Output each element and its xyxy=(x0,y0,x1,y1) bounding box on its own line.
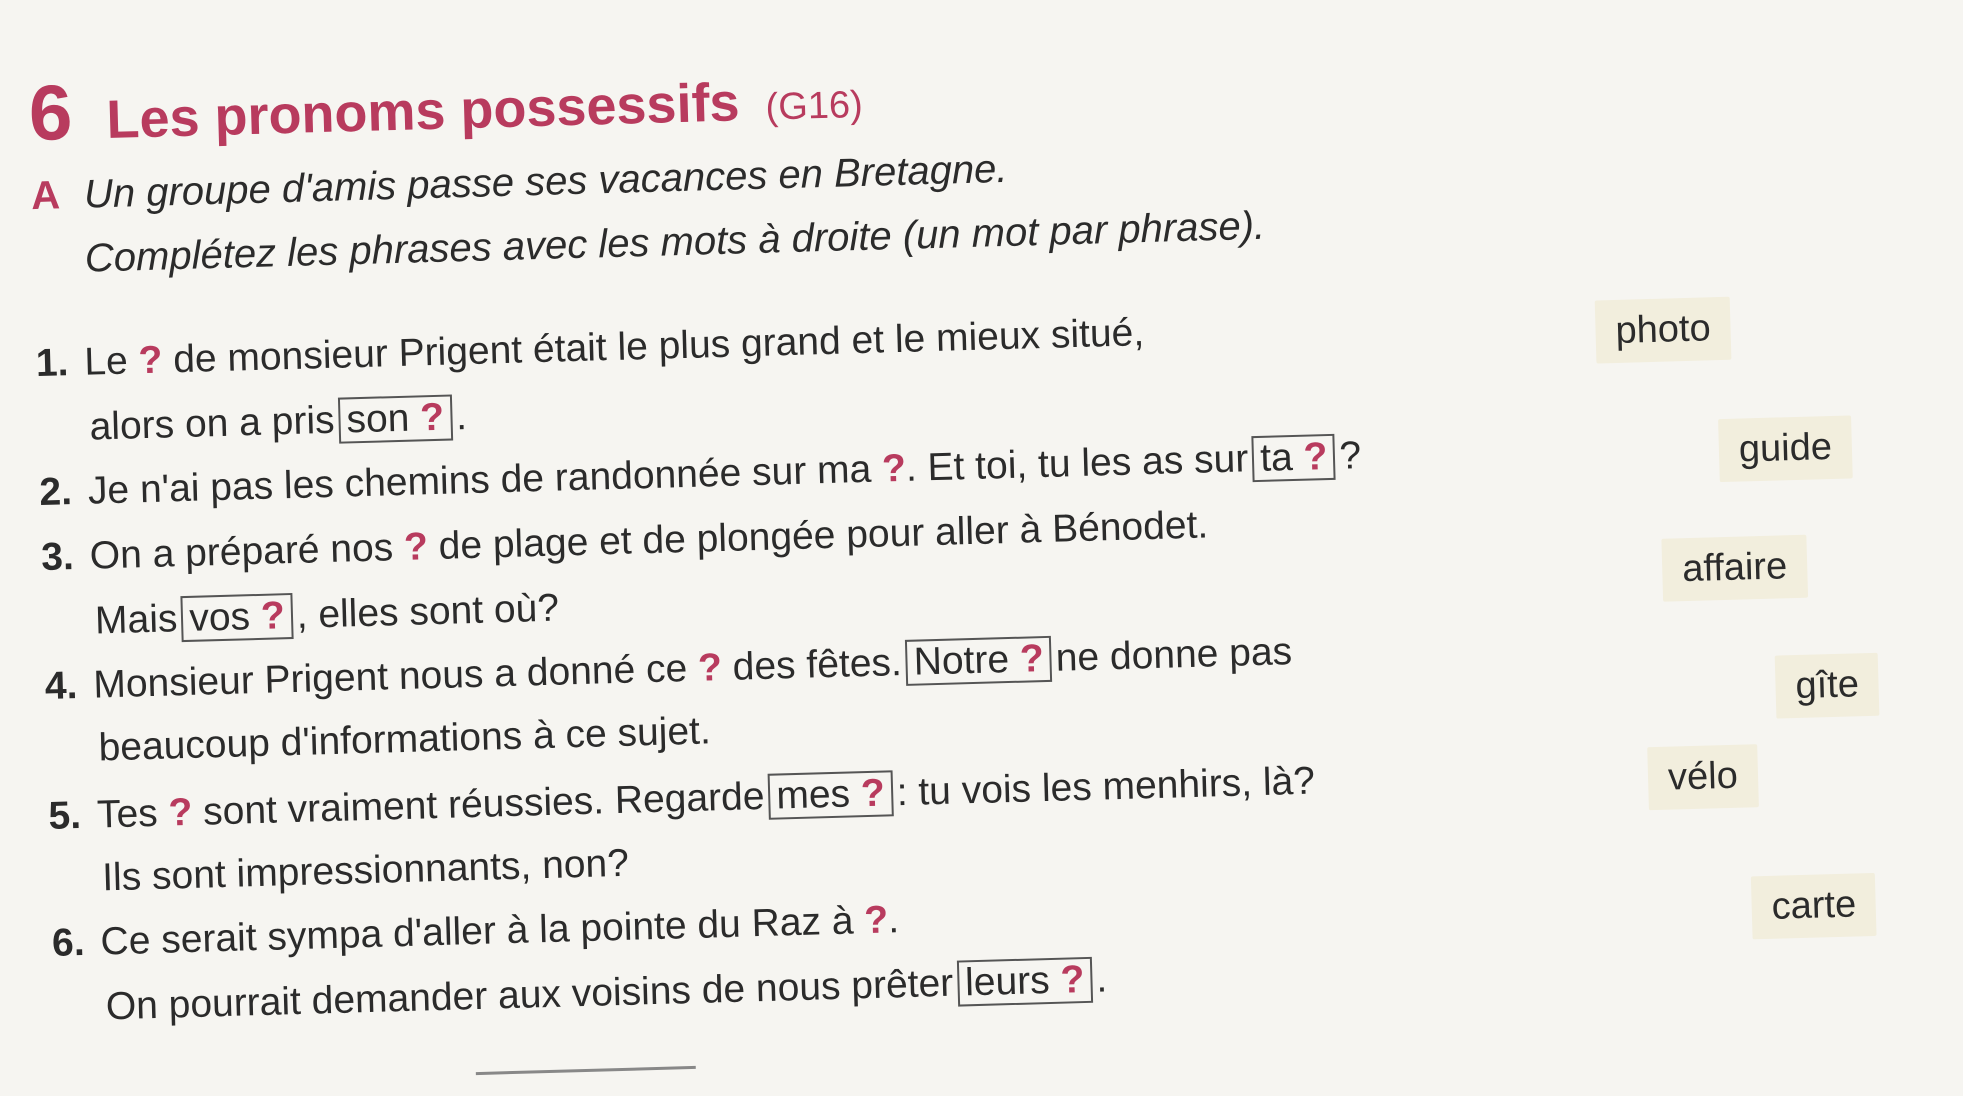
item-2-line-1: 2. Je n'ai pas les chemins de randonnée sur ma ?. Et toi, tu les as sur ta ? ? xyxy=(38,434,1362,515)
possessive-box: mes ? xyxy=(768,770,894,819)
section-letter: A xyxy=(30,173,61,219)
item-5-line-1: 5. Tes ? sont vraiment réussies. Regarde mes ? : tu vois les menhirs, là? xyxy=(47,759,1316,838)
item-1-line-2: alors on a pris son ? . xyxy=(89,395,468,449)
possessive-box: Notre ? xyxy=(905,636,1052,686)
exercise-number: 6 xyxy=(27,67,74,158)
item-4-line-2: beaucoup d'informations à ce sujet. xyxy=(98,709,712,770)
item-6-line-2: On pourrait demander aux voisins de nous prêter leurs ? . xyxy=(105,957,1108,1029)
item-6-line-1: 6. Ce serait sympa d'aller à la pointe du Raz à ?. xyxy=(51,898,900,965)
instruction-line-2: Complétez les phrases avec les mots à droite (un mot par phrase). xyxy=(84,203,1266,281)
word-bank-item: photo xyxy=(1595,297,1732,364)
word-bank-item: vélo xyxy=(1647,744,1758,810)
possessive-box: leurs ? xyxy=(957,957,1093,1007)
item-3-line-1: 3. On a préparé nos ? de plage et de plongée pour aller à Bénodet. xyxy=(40,503,1209,579)
bottom-rule xyxy=(476,1066,696,1075)
possessive-box: son ? xyxy=(338,394,453,443)
exercise-title: Les pronoms possessifs xyxy=(105,72,741,150)
possessive-box: vos ? xyxy=(181,593,294,642)
grammar-reference: (G16) xyxy=(765,83,864,129)
item-5-line-2: Ils sont impressionnants, non? xyxy=(101,841,630,900)
item-4-line-1: 4. Monsieur Prigent nous a donné ce ? des fêtes. Notre ? ne donne pas xyxy=(44,630,1293,708)
blank-marker: ? xyxy=(137,338,163,383)
exercise-heading xyxy=(28,45,864,159)
word-bank-item: affaire xyxy=(1661,535,1808,602)
item-1-line-1: 1. Le ? de monsieur Prigent était le plus grand et le mieux situé, xyxy=(35,311,1145,386)
item-3-line-2: Mais vos ? , elles sont où? xyxy=(94,586,560,643)
word-bank-item: guide xyxy=(1718,415,1853,482)
word-bank-item: carte xyxy=(1751,873,1877,939)
word-bank-item: gîte xyxy=(1775,653,1880,719)
instruction-line-1: A Un groupe d'amis passe ses vacances en Bretagne. xyxy=(30,146,1009,219)
possessive-box: ta ? xyxy=(1252,434,1336,482)
